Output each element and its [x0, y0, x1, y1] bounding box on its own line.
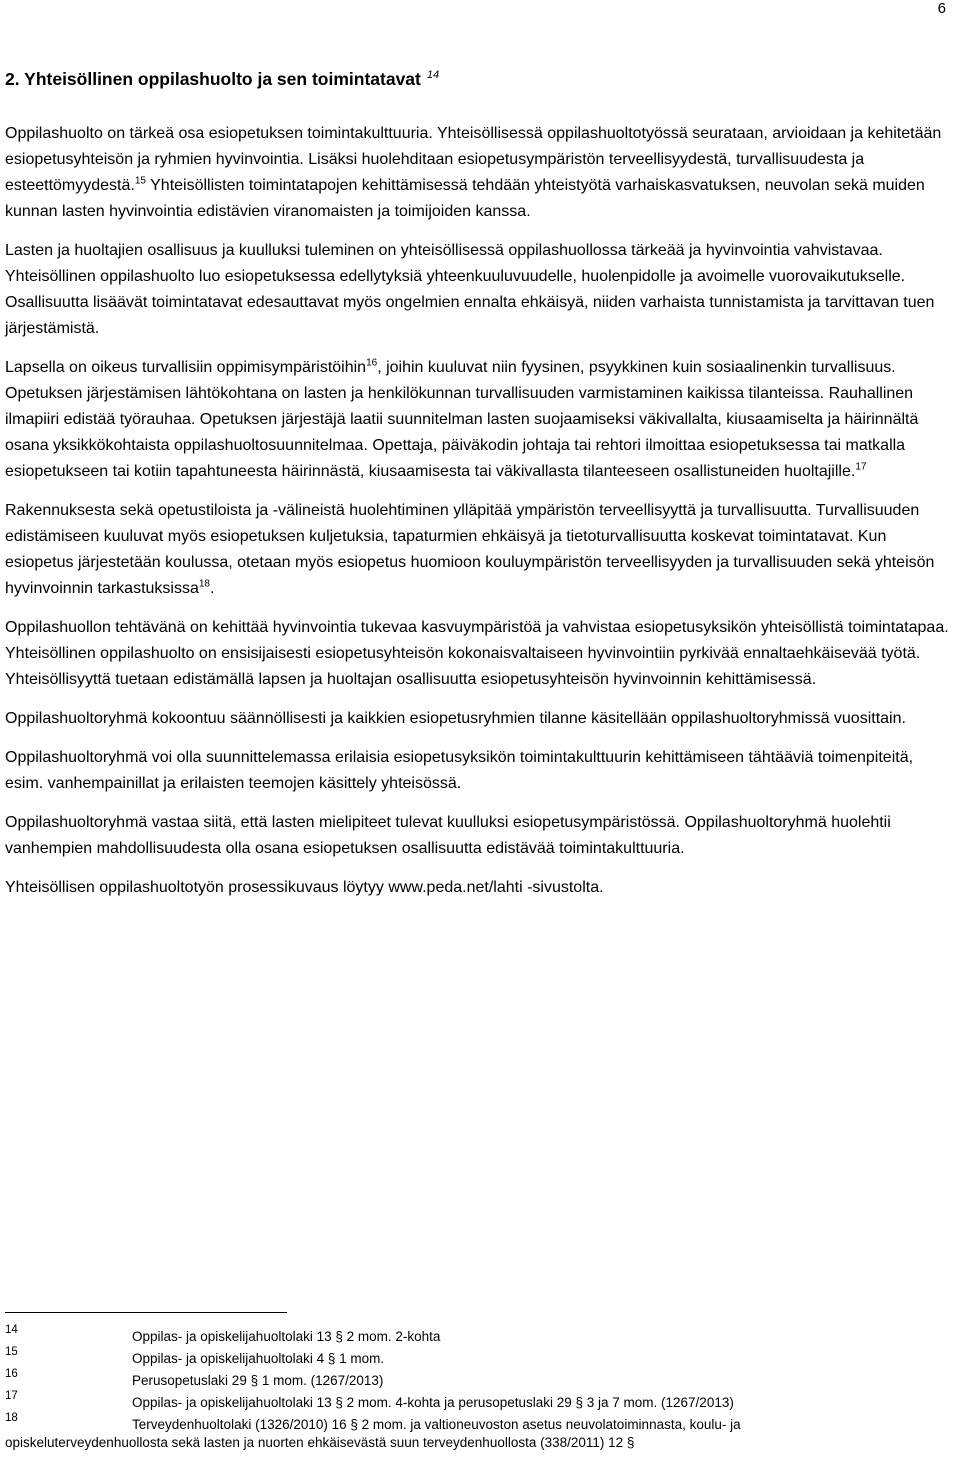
paragraph: Yhteisöllisen oppilashuoltotyön prosessikuvaus löytyy www.peda.net/lahti -sivustolta. — [5, 879, 604, 896]
heading-text: 2. Yhteisöllinen oppilashuolto ja sen toimintatavat — [5, 69, 421, 89]
paragraph — [5, 121, 955, 225]
footnote-text: Oppilas- ja opiskelijahuoltolaki 13 § 2 mom. 2-kohta — [132, 1329, 441, 1344]
footnote-text: Terveydenhuoltolaki (1326/2010) 16 § 2 mom. ja valtioneuvoston asetus neuvolatoiminnasta, koulu- ja — [132, 1417, 741, 1432]
paragraph-text: Yhteisöllisten toimintatapojen kehittämisessä tehdään yhteistyötä varhaiskasvatuksen, neuvolan sekä muiden kunnan lasten hyvinvointia edistävien viranomaisten ja toimijoiden kanssa. — [5, 177, 925, 220]
paragraph: Oppilashuoltoryhmä voi olla suunnittelemassa erilaisia esiopetusyksikön toimintakulttuurin kehittämiseen tähtääviä toimenpiteitä, esim. vanhempainillat ja erilaisten teemojen käsittely yhteisössä. — [5, 749, 914, 792]
footnote-ref: 15 — [134, 175, 146, 187]
footnotes — [5, 1326, 955, 1450]
page-number: 6 — [937, 0, 946, 17]
footnote-text: Perusopetuslaki 29 § 1 mom. (1267/2013) — [132, 1373, 384, 1388]
body-text — [5, 121, 955, 914]
footnote-number: 14 — [5, 1324, 18, 1336]
paragraph: Lasten ja huoltajien osallisuus ja kuulluksi tuleminen on yhteisöllisessä oppilashuollossa tärkeää ja hyvinvointia vahvistavaa. Yhteisöllinen oppilashuolto luo esiopetuksessa edellytyksiä yhteenkuuluvuudelle, huolenpidolle ja avoimelle vuorovaikutukselle. Osallisuutta lisäävät toimintatavat edesauttavat myös ongelmien ennalta ehkäisyä, niiden varhaista tunnistamista ja tarvittavan tuen järjestämistä. — [5, 242, 935, 337]
paragraph: Oppilashuoltoryhmä vastaa siitä, että lasten mielipiteet tulevat kuulluksi esiopetusympäristössä. Oppilashuoltoryhmä huolehtii vanhempien mahdollisuudesta olla osana esiopetuksen osallisuutta edistävää toimintakulttuuria. — [5, 814, 891, 857]
footnote-text: Oppilas- ja opiskelijahuoltolaki 4 § 1 mom. — [132, 1351, 385, 1366]
footnote-number: 16 — [5, 1368, 18, 1380]
footnote-ref: 16 — [366, 357, 378, 369]
footnote-divider — [5, 1312, 287, 1313]
paragraph-text: Rakennuksesta sekä opetustiloista ja -välineistä huolehtiminen ylläpitää ympäristön terveellisyyttä ja turvallisuutta. Turvallisuuden edistämiseen kuuluvat myös esiopetuksen kuljetuksia, tapaturmien ehkäisyä ja tietoturvallisuutta koskevat toimintatavat. Kun esiopetus järjestetään koulussa, otetaan myös esiopetus huomioon kouluympäristön terveellisyyden ja turvallisuuden sekä yhteisön hyvinvoinnin tarkastuksissa — [5, 502, 935, 597]
footnote-ref: 14 — [426, 69, 440, 82]
footnote-text: Oppilas- ja opiskelijahuoltolaki 13 § 2 mom. 4-kohta ja perusopetuslaki 29 § 3 ja 7 mom. (1267/2013) — [132, 1395, 734, 1410]
footnote — [5, 1370, 955, 1392]
footnote — [5, 1392, 955, 1414]
paragraph-text: Oppilashuolto on tärkeä osa esiopetuksen toimintakulttuuria. Yhteisöllisessä oppilashuoltotyössä seurataan, arvioidaan ja kehitetään esiopetusyhteisön ja ryhmien hyvinvointia. Lisäksi huolehditaan esiopetusympäristön terveellisyydestä, turvallisuudesta ja esteettömyydestä. — [5, 125, 942, 194]
paragraph-text: , joihin kuuluvat niin fyysinen, psyykkinen kuin sosiaalinenkin turvallisuus. Opetuksen järjestämisen lähtökohtana on lasten ja henkilökunnan turvallisuuden varmistaminen kaikissa tilanteissa. Rauhallinen ilmapiiri edistää työrauhaa. Opetuksen järjestäjä laatii suunnitelman lasten suojaamiseksi väkivallalta, kiusaamiselta ja häirinnältä osana yksikkökohtaista oppilashuoltosuunnitelmaa. Opettaja, päiväkodin johtaja tai rehtori ilmoittaa esiopetuksessa tai matkalla esiopetukseen tai kotiin tapahtuneesta häirinnästä, kiusaamisesta tai väkivallasta tilanteeseen osallistuneiden huoltajille. — [5, 359, 919, 480]
paragraph: Oppilashuollon tehtävänä on kehittää hyvinvointia tukevaa kasvuympäristöä ja vahvistaa esiopetusyksikön yhteisöllistä toimintatapaa. Yhteisöllinen oppilashuolto on ensisijaisesti esiopetusyhteisön kokonaisvaltaiseen hyvinvointiin pyrkivää ennaltaehkäisevää työtä. Yhteisöllisyyttä tuetaan edistämällä lapsen ja huoltajan osallisuutta esiopetusyhteisön hyvinvoinnin kehittämisessä. — [5, 619, 949, 688]
footnote-number: 17 — [5, 1390, 18, 1402]
footnote-continuation: opiskeluterveydenhuollosta sekä lasten ja nuorten ehkäisevästä suun terveydenhuollosta (338/2011) 12 § — [5, 1435, 635, 1450]
footnote-ref: 18 — [198, 578, 210, 590]
section-heading — [5, 69, 439, 90]
paragraph — [5, 355, 955, 485]
footnote — [5, 1414, 955, 1450]
footnote-number: 18 — [5, 1412, 18, 1424]
paragraph-text: . — [210, 580, 215, 597]
paragraph-text: Lapsella on oikeus turvallisiin oppimisympäristöihin — [5, 359, 367, 376]
paragraph: Oppilashuoltoryhmä kokoontuu säännöllisesti ja kaikkien esiopetusryhmien tilanne käsitellään oppilashuoltoryhmissä vuosittain. — [5, 710, 906, 727]
paragraph — [5, 498, 955, 602]
footnote — [5, 1326, 955, 1348]
footnote-ref: 17 — [855, 461, 867, 473]
footnote — [5, 1348, 955, 1370]
footnote-number: 15 — [5, 1346, 18, 1358]
